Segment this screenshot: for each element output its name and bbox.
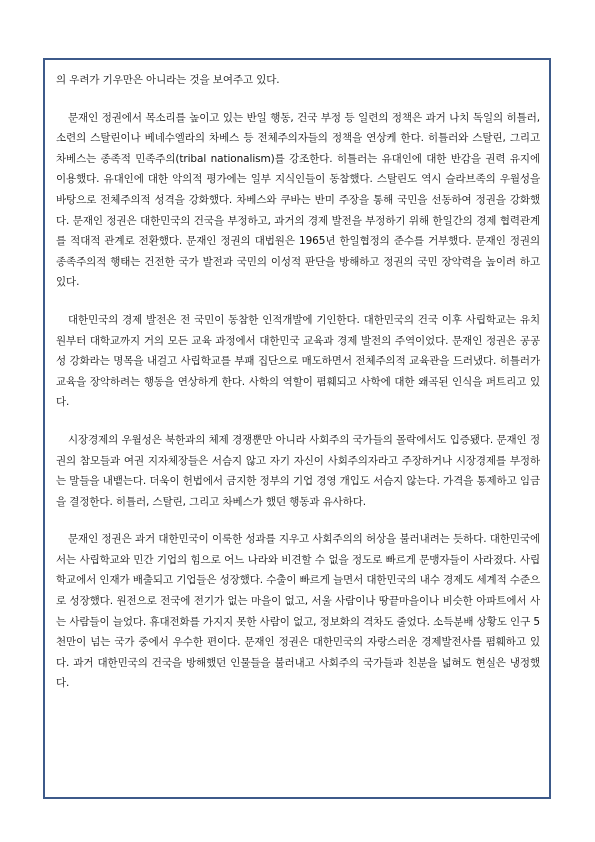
paragraph-private-schools: 대한민국의 경제 발전은 전 국민이 동참한 인적개발에 기인한다. 대한민국의 건국 이후 사립학교는 유치원부터 대학교까지 거의 모든 교육 과정에서 대한민국 교육과 경제 발전의 주역이었다. 문재인 정권은 공공성 강화라는 명목을 내걸고 사립학교를 부패 집단으로 매도하면서 전체주의적 교육관을 드러냈다. 히틀러가 교육을 장악하려는 행동을 연상하게 한다. 사학의 역할이 폄훼되고 사학에 대한 왜곡된 인식을 퍼트리고 있다.: [56, 313, 540, 409]
paragraph-economic-history: 문재인 정권은 과거 대한민국이 이룩한 성과를 지우고 사회주의의 허상을 불러내려는 듯하다. 대한민국에서는 사립학교와 민간 기업의 힘으로 어느 나라와 비견할 수 없을 정도로 빠르게 문맹자들이 사라졌다. 사립학교에서 인재가 배출되고 기업들은 성장했다. 수출이 빠르게 늘면서 대한민국의 내수 경제도 세계적 수준으로 성장했다. 원전으로 전국에 전기가 없는 마을이 없고, 서울 사람이나 땅끝마을이나 비슷한 아파트에서 사는 사람들이 늘었다. 휴대전화를 가지지 못한 사람이 없고, 정보화의 격차도 줄었다. 소득분배 상황도 인구 5천만이 넘는 국가 중에서 우수한 편이다. 문재인 정권은 대한민국의 자랑스러운 경제발전사를 폄훼하고 있다. 과거 대한민국의 건국을 방해했던 인물들을 불러내고 사회주의 국가들과 친분을 넓혀도 현실은 냉정했다.: [56, 533, 540, 690]
paragraph-continuation: 의 우려가 기우만은 아니라는 것을 보여주고 있다.: [56, 74, 280, 86]
paragraph-market-economy: 시장경제의 우월성은 북한과의 체제 경쟁뿐만 아니라 사회주의 국가들의 몰락에서도 입증됐다. 문재인 정권의 참모들과 여권 지자체장들은 서슴지 않고 자기 자신이 사회주의자라고 주장하거나 시장경제를 부정하는 말들을 내뱉는다. 더욱이 헌법에서 금지한 정부의 기업 경영 개입도 서슴지 않는다. 가격을 통제하고 임금을 결정한다. 히틀러, 스탈린, 그리고 차베스가 했던 행동과 유사하다.: [56, 433, 540, 508]
paragraph-totalitarian-policies: 문재인 정권에서 목소리를 높이고 있는 반일 행동, 건국 부정 등 일련의 정책은 과거 나치 독일의 히틀러, 소련의 스탈린이나 베네수엘라의 차베스 등 전체주의자들의 정책을 연상케 한다. 히틀러와 스탈린, 그리고 차베스는 종족적 민족주의(tribal nationalism)를 강조한다. 히틀러는 유대인에 대한 반감을 권력 유지에 이용했다. 유대인에 대한 악의적 평가에는 일부 지식인들이 동참했다. 스탈린도 역시 슬라브족의 우월성을 바탕으로 전체주의적 성격을 강화했다. 차베스와 쿠바는 반미 주장을 통해 국민을 선동하여 정권을 강화했다. 문재인 정권은 대한민국의 건국을 부정하고, 과거의 경제 발전을 부정하기 위해 한일간의 경제 협력관계를 적대적 관계로 전환했다. 문재인 정권의 대법원은 1965년 한일협정의 준수를 거부했다. 문재인 정권의 종족주의적 행태는 건전한 국가 발전과 국민의 이성적 판단을 방해하고 정권의 국민 장악력을 높이려 하고 있다.: [56, 111, 540, 289]
text-box-content: [56, 70, 540, 711]
